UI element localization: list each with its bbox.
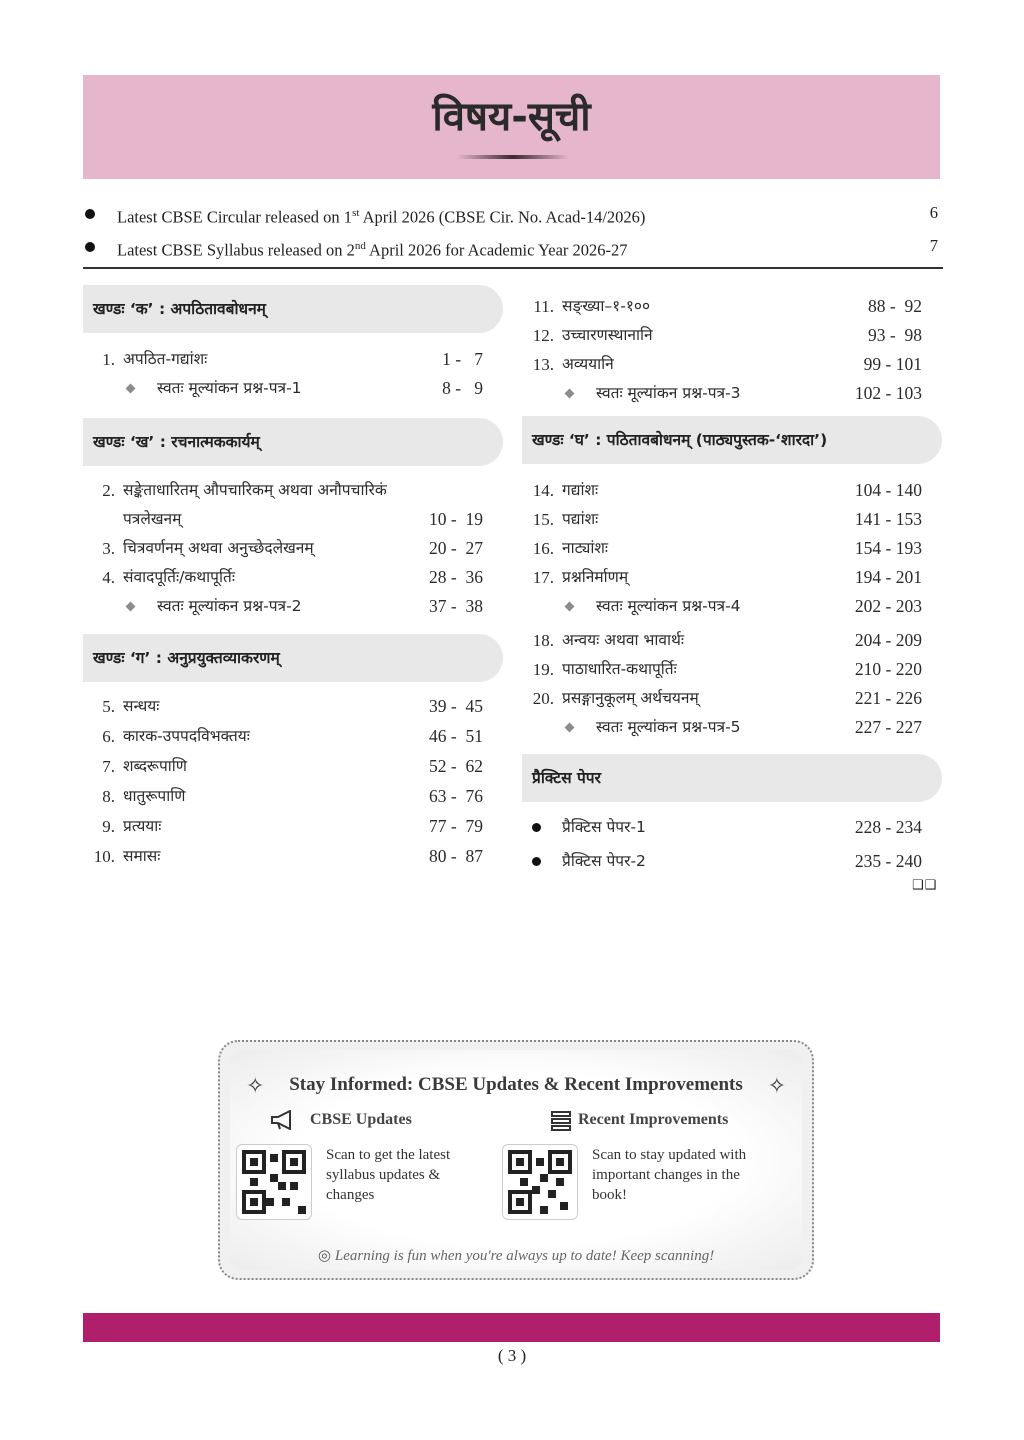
toc-entry-practice[interactable]: प्रैक्टिस पेपर-2 235 - 240 bbox=[522, 844, 942, 878]
toc-entry[interactable]: 16. नाट्यांशः 154 - 193 bbox=[532, 538, 922, 558]
toc-entry[interactable]: 6. कारक-उपपदविभक्तयः 46 - 51 bbox=[102, 726, 483, 746]
qr-code-recent-improvements[interactable] bbox=[502, 1144, 578, 1220]
bullet-icon bbox=[532, 857, 541, 866]
qr-code-cbse-updates[interactable] bbox=[236, 1144, 312, 1220]
cbse-updates-text: Scan to get the latest syllabus updates & changes bbox=[326, 1147, 451, 1203]
sparkle-icon: ✧ bbox=[767, 1074, 786, 1099]
toc-entry[interactable]: 15. पद्यांशः 141 - 153 bbox=[532, 509, 922, 529]
toc-entry[interactable]: 19. पाठाधारित-कथापूर्तिः 210 - 220 bbox=[532, 659, 922, 679]
toc-entry[interactable]: 7. शब्दरूपाणि 52 - 62 bbox=[102, 756, 483, 776]
toc-entry[interactable]: 9. प्रत्ययाः 77 - 79 bbox=[102, 816, 483, 836]
promo-title: Stay Informed: CBSE Updates & Recent Improvements bbox=[289, 1074, 743, 1095]
toc-right-column bbox=[522, 292, 942, 878]
diamond-bullet-icon bbox=[565, 389, 575, 399]
notice-circular[interactable]: Latest CBSE Circular released on 1st April 2026 (CBSE Cir. No. Acad-14/2026) 6 bbox=[83, 198, 940, 231]
sparkle-icon: ✧ bbox=[246, 1074, 265, 1099]
notice-syllabus[interactable]: Latest CBSE Syllabus released on 2nd April 2026 for Academic Year 2026-27 7 bbox=[83, 231, 940, 264]
bullet-icon bbox=[85, 209, 95, 219]
end-mark: ❑❑ bbox=[912, 878, 938, 893]
toc-entry[interactable]: 11. सङ्ख्या–१-१०० 88 - 92 bbox=[533, 296, 922, 316]
toc-entry[interactable]: 8. धातुरूपाणि 63 - 76 bbox=[102, 786, 483, 806]
recent-improvements-heading: Recent Improvements bbox=[578, 1111, 729, 1128]
recent-improvements-text: Scan to stay updated with important changes in the book! bbox=[592, 1147, 747, 1203]
section-header-practice: प्रैक्टिस पेपर bbox=[522, 754, 942, 802]
promo-footer: ◎ Learning is fun when you're always up to date! Keep scanning! bbox=[317, 1246, 715, 1264]
toc-entry[interactable]: 5. सन्धयः 39 - 45 bbox=[102, 696, 483, 716]
bullet-icon bbox=[532, 823, 541, 832]
title-band bbox=[83, 75, 940, 179]
diamond-bullet-icon bbox=[565, 723, 575, 733]
toc-entry[interactable]: 1. अपठित-गद्यांशः 1 - 7 bbox=[102, 349, 483, 369]
target-icon: ◎ bbox=[317, 1246, 331, 1264]
cbse-notices bbox=[83, 198, 940, 264]
toc-entry[interactable]: 18. अन्वयः अथवा भावार्थः 204 - 209 bbox=[532, 630, 922, 650]
toc-entry-self-assessment[interactable]: स्वतः मूल्यांकन प्रश्न-पत्र-5 227 - 227 bbox=[522, 713, 942, 742]
toc-entry-practice[interactable]: प्रैक्टिस पेपर-1 228 - 234 bbox=[522, 810, 942, 844]
section-header-gha: खण्डः ‘घ’ : पठितावबोधनम् (पाठ्यपुस्तक-‘शारदा’) bbox=[522, 416, 942, 464]
toc-entry-self-assessment[interactable]: स्वतः मूल्यांकन प्रश्न-पत्र-3 102 - 103 bbox=[522, 379, 942, 408]
toc-entry[interactable]: 13. अव्ययानि 99 - 101 bbox=[532, 354, 922, 374]
section-header-kha: खण्डः ‘ख’ : रचनात्मककार्यम् bbox=[83, 418, 503, 466]
toc-entry[interactable]: 14. गद्यांशः 104 - 140 bbox=[532, 480, 922, 500]
page-ref: 6 bbox=[929, 203, 938, 222]
diamond-bullet-icon bbox=[565, 602, 575, 612]
diamond-bullet-icon bbox=[126, 602, 136, 612]
toc-entry[interactable]: 17. प्रश्ननिर्माणम् 194 - 201 bbox=[532, 567, 922, 587]
toc-entry[interactable]: 12. उच्चारणस्थानानि 93 - 98 bbox=[532, 325, 922, 345]
toc-entry[interactable]: 3. चित्रवर्णनम् अथवा अनुच्छेदलेखनम् 20 - 27 bbox=[102, 538, 483, 558]
toc-entry-self-assessment[interactable]: स्वतः मूल्यांकन प्रश्न-पत्र-2 37 - 38 bbox=[83, 592, 503, 621]
toc-entry[interactable]: 10. समासः 80 - 87 bbox=[93, 846, 483, 866]
toc-entry-self-assessment[interactable]: स्वतः मूल्यांकन प्रश्न-पत्र-4 202 - 203 bbox=[522, 592, 942, 621]
page-title: विषय-सूची bbox=[432, 94, 591, 140]
section-header-ka: खण्डः ‘क’ : अपठितावबोधनम् bbox=[83, 285, 503, 333]
page-number: ( 3 ) bbox=[497, 1346, 527, 1365]
diamond-bullet-icon bbox=[126, 384, 136, 394]
book-icon bbox=[550, 1110, 572, 1137]
bullet-icon bbox=[85, 242, 95, 252]
megaphone-icon bbox=[270, 1110, 300, 1135]
toc-entry[interactable]: 4. संवादपूर्तिः/कथापूर्तिः 28 - 36 bbox=[102, 567, 483, 587]
divider bbox=[83, 267, 943, 269]
cbse-updates-heading: CBSE Updates bbox=[310, 1111, 412, 1128]
toc-entry-continued[interactable]: पत्रलेखनम् 10 - 19 bbox=[123, 509, 483, 529]
updates-promo-box bbox=[218, 1040, 814, 1280]
footer-bar bbox=[83, 1313, 940, 1342]
toc-left-column bbox=[83, 285, 503, 872]
section-header-ga: खण्डः ‘ग’ : अनुप्रयुक्तव्याकरणम् bbox=[83, 634, 503, 682]
page-ref: 7 bbox=[929, 236, 938, 255]
toc-entry[interactable]: 2. सङ्केताधारितम् औपचारिकम् अथवा अनौपचारिकं bbox=[102, 481, 387, 500]
title-underline bbox=[457, 155, 569, 159]
toc-entry[interactable]: 20. प्रसङ्गानुकूलम् अर्थचयनम् 221 - 226 bbox=[532, 688, 922, 708]
toc-entry-self-assessment[interactable]: स्वतः मूल्यांकन प्रश्न-पत्र-1 8 - 9 bbox=[83, 374, 503, 403]
